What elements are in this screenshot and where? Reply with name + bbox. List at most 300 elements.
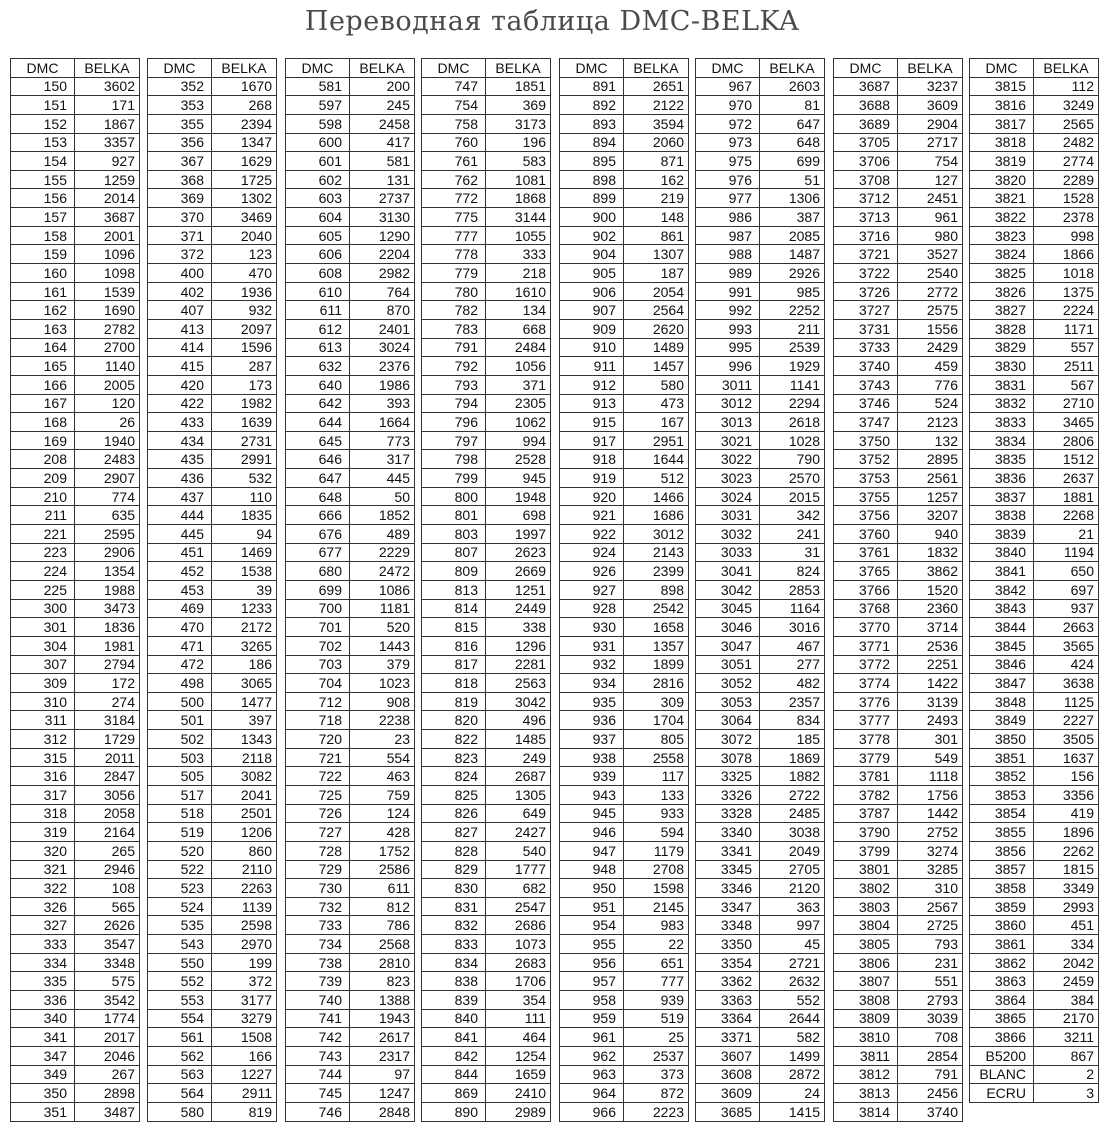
belka-code: 651 bbox=[624, 953, 689, 972]
table-row bbox=[422, 823, 551, 842]
table-row bbox=[696, 1028, 825, 1047]
belka-code: 1659 bbox=[486, 1065, 551, 1084]
table-row bbox=[422, 953, 551, 972]
table-row bbox=[696, 319, 825, 338]
dmc-code: 402 bbox=[148, 282, 212, 301]
dmc-code: 818 bbox=[422, 674, 486, 693]
belka-code: 867 bbox=[1034, 1046, 1099, 1065]
table-row bbox=[696, 730, 825, 749]
dmc-code: 3341 bbox=[696, 841, 760, 860]
table-row bbox=[834, 301, 963, 320]
table-row bbox=[11, 170, 140, 189]
table-row bbox=[696, 1102, 825, 1121]
belka-code: 1227 bbox=[212, 1065, 277, 1084]
belka-code: 3 bbox=[1034, 1084, 1099, 1103]
table-row bbox=[11, 357, 140, 376]
belka-code: 1670 bbox=[212, 77, 277, 96]
dmc-code: 152 bbox=[11, 114, 75, 133]
belka-code: 2427 bbox=[486, 823, 551, 842]
table-row bbox=[286, 1065, 415, 1084]
belka-code: 354 bbox=[486, 991, 551, 1010]
dmc-code: 844 bbox=[422, 1065, 486, 1084]
table-row bbox=[560, 1046, 689, 1065]
table-row bbox=[286, 1009, 415, 1028]
belka-code: 2618 bbox=[760, 413, 825, 432]
dmc-code: 747 bbox=[422, 77, 486, 96]
table-row bbox=[422, 562, 551, 581]
table-row bbox=[970, 357, 1099, 376]
table-row bbox=[696, 264, 825, 283]
table-row bbox=[286, 711, 415, 730]
belka-code: 2485 bbox=[760, 804, 825, 823]
dmc-code: 470 bbox=[148, 618, 212, 637]
belka-code: 171 bbox=[75, 96, 140, 115]
table-row bbox=[696, 208, 825, 227]
table-row bbox=[286, 748, 415, 767]
dmc-code: 988 bbox=[696, 245, 760, 264]
table-row bbox=[560, 319, 689, 338]
table-row bbox=[11, 189, 140, 208]
table-row bbox=[970, 469, 1099, 488]
dmc-code: 3858 bbox=[970, 879, 1034, 898]
dmc-code: 523 bbox=[148, 879, 212, 898]
dmc-code: 367 bbox=[148, 152, 212, 171]
belka-code: 1815 bbox=[1034, 860, 1099, 879]
table-row bbox=[286, 469, 415, 488]
dmc-code: 792 bbox=[422, 357, 486, 376]
belka-code: 123 bbox=[212, 245, 277, 264]
belka-code: 1457 bbox=[624, 357, 689, 376]
table-row bbox=[834, 469, 963, 488]
dmc-code: 704 bbox=[286, 674, 350, 693]
dmc-code: 956 bbox=[560, 953, 624, 972]
belka-code: 2926 bbox=[760, 264, 825, 283]
dmc-code: 807 bbox=[422, 543, 486, 562]
belka-code: 51 bbox=[760, 170, 825, 189]
dmc-code: 3803 bbox=[834, 897, 898, 916]
dmc-code: 3345 bbox=[696, 860, 760, 879]
table-row bbox=[148, 599, 277, 618]
belka-code: 2951 bbox=[624, 431, 689, 450]
table-row bbox=[11, 860, 140, 879]
dmc-code: 154 bbox=[11, 152, 75, 171]
table-row bbox=[970, 413, 1099, 432]
dmc-code: 830 bbox=[422, 879, 486, 898]
belka-code: 1940 bbox=[75, 431, 140, 450]
dmc-code: 762 bbox=[422, 170, 486, 189]
dmc-code: 913 bbox=[560, 394, 624, 413]
belka-code: 1869 bbox=[760, 748, 825, 767]
belka-code: 793 bbox=[898, 935, 963, 954]
header-belka: BELKA bbox=[212, 59, 277, 78]
table-row bbox=[148, 264, 277, 283]
dmc-code: 3350 bbox=[696, 935, 760, 954]
belka-code: 1997 bbox=[486, 525, 551, 544]
belka-code: 2772 bbox=[898, 282, 963, 301]
belka-code: 2376 bbox=[350, 357, 415, 376]
dmc-code: 301 bbox=[11, 618, 75, 637]
belka-code: 1422 bbox=[898, 674, 963, 693]
dmc-code: 400 bbox=[148, 264, 212, 283]
dmc-code: 598 bbox=[286, 114, 350, 133]
dmc-code: 605 bbox=[286, 226, 350, 245]
belka-code: 2042 bbox=[1034, 953, 1099, 972]
belka-code: 2687 bbox=[486, 767, 551, 786]
dmc-code: 986 bbox=[696, 208, 760, 227]
table-row bbox=[560, 245, 689, 264]
dmc-code: 729 bbox=[286, 860, 350, 879]
belka-code: 1139 bbox=[212, 897, 277, 916]
belka-code: 1690 bbox=[75, 301, 140, 320]
belka-code: 1598 bbox=[624, 879, 689, 898]
dmc-code: 372 bbox=[148, 245, 212, 264]
table-row bbox=[11, 226, 140, 245]
dmc-code: 3021 bbox=[696, 431, 760, 450]
belka-code: 1832 bbox=[898, 543, 963, 562]
belka-code: 1851 bbox=[486, 77, 551, 96]
table-row bbox=[560, 469, 689, 488]
table-row bbox=[696, 1046, 825, 1065]
table-row bbox=[560, 1009, 689, 1028]
table-row bbox=[696, 338, 825, 357]
belka-code: 983 bbox=[624, 916, 689, 935]
table-row bbox=[970, 618, 1099, 637]
dmc-code: 3685 bbox=[696, 1102, 760, 1121]
belka-code: 265 bbox=[75, 841, 140, 860]
dmc-code: 760 bbox=[422, 133, 486, 152]
belka-code: 1556 bbox=[898, 319, 963, 338]
belka-code: 1520 bbox=[898, 580, 963, 599]
belka-code: 871 bbox=[624, 152, 689, 171]
dmc-code: 317 bbox=[11, 785, 75, 804]
table-row bbox=[560, 916, 689, 935]
dmc-code: 3747 bbox=[834, 413, 898, 432]
table-row bbox=[834, 580, 963, 599]
belka-code: 419 bbox=[1034, 804, 1099, 823]
dmc-code: 947 bbox=[560, 841, 624, 860]
belka-code: 668 bbox=[486, 319, 551, 338]
dmc-code: 772 bbox=[422, 189, 486, 208]
dmc-code: 350 bbox=[11, 1084, 75, 1103]
table-row bbox=[560, 226, 689, 245]
table-row bbox=[970, 823, 1099, 842]
table-row bbox=[834, 319, 963, 338]
table-row bbox=[560, 692, 689, 711]
dmc-code: 3774 bbox=[834, 674, 898, 693]
header-belka: BELKA bbox=[760, 59, 825, 78]
table-row bbox=[834, 226, 963, 245]
belka-code: 2847 bbox=[75, 767, 140, 786]
dmc-code: 3836 bbox=[970, 469, 1034, 488]
table-row bbox=[970, 674, 1099, 693]
table-row bbox=[286, 189, 415, 208]
belka-code: 1943 bbox=[350, 1009, 415, 1028]
dmc-code: 740 bbox=[286, 991, 350, 1010]
table-row bbox=[560, 785, 689, 804]
belka-code: 1639 bbox=[212, 413, 277, 432]
table-row bbox=[422, 599, 551, 618]
table-row bbox=[286, 357, 415, 376]
table-row bbox=[834, 114, 963, 133]
belka-code: 2537 bbox=[624, 1046, 689, 1065]
belka-code: 2401 bbox=[350, 319, 415, 338]
dmc-code: 927 bbox=[560, 580, 624, 599]
dmc-code: 3770 bbox=[834, 618, 898, 637]
belka-code: 199 bbox=[212, 953, 277, 972]
dmc-code: 3771 bbox=[834, 636, 898, 655]
belka-code: 3473 bbox=[75, 599, 140, 618]
belka-code: 2598 bbox=[212, 916, 277, 935]
table-row bbox=[834, 636, 963, 655]
belka-code: 754 bbox=[898, 152, 963, 171]
dmc-code: 893 bbox=[560, 114, 624, 133]
belka-code: 2223 bbox=[624, 1102, 689, 1121]
dmc-code: 3687 bbox=[834, 77, 898, 96]
table-row bbox=[422, 935, 551, 954]
dmc-code: 3772 bbox=[834, 655, 898, 674]
belka-code: 3285 bbox=[898, 860, 963, 879]
belka-code: 489 bbox=[350, 525, 415, 544]
belka-code: 3602 bbox=[75, 77, 140, 96]
belka-code: 2085 bbox=[760, 226, 825, 245]
belka-code: 2145 bbox=[624, 897, 689, 916]
belka-code: 1251 bbox=[486, 580, 551, 599]
belka-code: 3279 bbox=[212, 1009, 277, 1028]
table-row bbox=[696, 580, 825, 599]
dmc-code: 725 bbox=[286, 785, 350, 804]
dmc-code: 954 bbox=[560, 916, 624, 935]
belka-code: 1499 bbox=[760, 1046, 825, 1065]
dmc-code: 775 bbox=[422, 208, 486, 227]
dmc-code: 3838 bbox=[970, 506, 1034, 525]
belka-code: 776 bbox=[898, 375, 963, 394]
belka-code: 2722 bbox=[760, 785, 825, 804]
table-row bbox=[696, 1084, 825, 1103]
belka-code: 2458 bbox=[350, 114, 415, 133]
belka-code: 1658 bbox=[624, 618, 689, 637]
belka-code: 26 bbox=[75, 413, 140, 432]
belka-code: 1982 bbox=[212, 394, 277, 413]
dmc-code: 3756 bbox=[834, 506, 898, 525]
dmc-code: 436 bbox=[148, 469, 212, 488]
belka-code: 97 bbox=[350, 1065, 415, 1084]
belka-code: 1986 bbox=[350, 375, 415, 394]
table-row bbox=[11, 785, 140, 804]
dmc-code: 826 bbox=[422, 804, 486, 823]
dmc-code: 646 bbox=[286, 450, 350, 469]
table-row bbox=[11, 282, 140, 301]
table-row bbox=[560, 674, 689, 693]
table-row bbox=[286, 916, 415, 935]
dmc-code: 3850 bbox=[970, 730, 1034, 749]
dmc-code: 318 bbox=[11, 804, 75, 823]
dmc-code: 452 bbox=[148, 562, 212, 581]
belka-code: 2123 bbox=[898, 413, 963, 432]
belka-code: 249 bbox=[486, 748, 551, 767]
dmc-code: 3835 bbox=[970, 450, 1034, 469]
table-row bbox=[11, 823, 140, 842]
table-row bbox=[970, 972, 1099, 991]
belka-code: 2632 bbox=[760, 972, 825, 991]
table-row bbox=[834, 133, 963, 152]
belka-code: 697 bbox=[1034, 580, 1099, 599]
belka-code: 3862 bbox=[898, 562, 963, 581]
table-row bbox=[696, 599, 825, 618]
table-row bbox=[11, 562, 140, 581]
belka-code: 185 bbox=[760, 730, 825, 749]
belka-code: 823 bbox=[350, 972, 415, 991]
belka-code: 1469 bbox=[212, 543, 277, 562]
table-row bbox=[696, 96, 825, 115]
table-row bbox=[560, 991, 689, 1010]
dmc-code: 3823 bbox=[970, 226, 1034, 245]
table-row bbox=[834, 1102, 963, 1121]
belka-code: 369 bbox=[486, 96, 551, 115]
belka-code: 2399 bbox=[624, 562, 689, 581]
table-row bbox=[560, 431, 689, 450]
dmc-code: 3346 bbox=[696, 879, 760, 898]
dmc-code: 992 bbox=[696, 301, 760, 320]
dmc-code: 3364 bbox=[696, 1009, 760, 1028]
table-row bbox=[11, 525, 140, 544]
belka-code: 379 bbox=[350, 655, 415, 674]
table-row bbox=[148, 525, 277, 544]
header-dmc: DMC bbox=[422, 59, 486, 78]
belka-code: 773 bbox=[350, 431, 415, 450]
conversion-table bbox=[833, 58, 963, 1122]
dmc-code: 319 bbox=[11, 823, 75, 842]
table-row bbox=[422, 450, 551, 469]
dmc-code: 3755 bbox=[834, 487, 898, 506]
table-row bbox=[560, 618, 689, 637]
dmc-code: 163 bbox=[11, 319, 75, 338]
dmc-code: 817 bbox=[422, 655, 486, 674]
table-row bbox=[11, 506, 140, 525]
belka-code: 23 bbox=[350, 730, 415, 749]
dmc-code: 347 bbox=[11, 1046, 75, 1065]
belka-code: 2017 bbox=[75, 1028, 140, 1047]
belka-code: 994 bbox=[486, 431, 551, 450]
table-row bbox=[560, 860, 689, 879]
belka-code: 937 bbox=[1034, 599, 1099, 618]
belka-code: 3249 bbox=[1034, 96, 1099, 115]
dmc-code: 676 bbox=[286, 525, 350, 544]
table-row bbox=[696, 375, 825, 394]
dmc-code: 722 bbox=[286, 767, 350, 786]
belka-code: 774 bbox=[75, 487, 140, 506]
belka-code: 2782 bbox=[75, 319, 140, 338]
dmc-code: 987 bbox=[696, 226, 760, 245]
table-row bbox=[148, 991, 277, 1010]
dmc-code: 503 bbox=[148, 748, 212, 767]
table-row bbox=[696, 170, 825, 189]
belka-code: 940 bbox=[898, 525, 963, 544]
dmc-code: 922 bbox=[560, 525, 624, 544]
belka-code: 872 bbox=[624, 1084, 689, 1103]
dmc-code: 223 bbox=[11, 543, 75, 562]
table-row bbox=[970, 636, 1099, 655]
dmc-code: 963 bbox=[560, 1065, 624, 1084]
table-row bbox=[560, 897, 689, 916]
belka-code: 3505 bbox=[1034, 730, 1099, 749]
belka-code: 2644 bbox=[760, 1009, 825, 1028]
table-row bbox=[148, 580, 277, 599]
belka-code: 2501 bbox=[212, 804, 277, 823]
dmc-code: 642 bbox=[286, 394, 350, 413]
dmc-code: 3831 bbox=[970, 375, 1034, 394]
dmc-code: 803 bbox=[422, 525, 486, 544]
dmc-code: 3828 bbox=[970, 319, 1034, 338]
belka-code: 2294 bbox=[760, 394, 825, 413]
belka-code: 2268 bbox=[1034, 506, 1099, 525]
dmc-code: 472 bbox=[148, 655, 212, 674]
belka-code: 120 bbox=[75, 394, 140, 413]
dmc-code: 3856 bbox=[970, 841, 1034, 860]
dmc-code: 3827 bbox=[970, 301, 1034, 320]
dmc-code: 407 bbox=[148, 301, 212, 320]
belka-code: 1442 bbox=[898, 804, 963, 823]
table-row bbox=[286, 562, 415, 581]
table-row bbox=[148, 450, 277, 469]
table-row bbox=[11, 767, 140, 786]
table-row bbox=[286, 208, 415, 227]
table-row bbox=[422, 785, 551, 804]
belka-code: 2586 bbox=[350, 860, 415, 879]
dmc-code: 3047 bbox=[696, 636, 760, 655]
belka-code: 3065 bbox=[212, 674, 277, 693]
dmc-code: 3705 bbox=[834, 133, 898, 152]
belka-code: 22 bbox=[624, 935, 689, 954]
dmc-code: 721 bbox=[286, 748, 350, 767]
table-row bbox=[696, 1065, 825, 1084]
dmc-code: 211 bbox=[11, 506, 75, 525]
table-row bbox=[560, 394, 689, 413]
belka-code: 2617 bbox=[350, 1028, 415, 1047]
belka-code: 1073 bbox=[486, 935, 551, 954]
belka-code: 2563 bbox=[486, 674, 551, 693]
dmc-code: 777 bbox=[422, 226, 486, 245]
dmc-code: 162 bbox=[11, 301, 75, 320]
table-row bbox=[970, 264, 1099, 283]
dmc-code: 3024 bbox=[696, 487, 760, 506]
dmc-code: 3848 bbox=[970, 692, 1034, 711]
belka-code: 384 bbox=[1034, 991, 1099, 1010]
table-row bbox=[834, 692, 963, 711]
dmc-code: 167 bbox=[11, 394, 75, 413]
table-row bbox=[834, 879, 963, 898]
table-row bbox=[970, 1028, 1099, 1047]
dmc-code: 898 bbox=[560, 170, 624, 189]
dmc-code: 3045 bbox=[696, 599, 760, 618]
belka-code: 1706 bbox=[486, 972, 551, 991]
table-row bbox=[834, 674, 963, 693]
table-row bbox=[970, 450, 1099, 469]
belka-code: 1306 bbox=[760, 189, 825, 208]
dmc-code: 433 bbox=[148, 413, 212, 432]
dmc-code: 3760 bbox=[834, 525, 898, 544]
dmc-code: 3861 bbox=[970, 935, 1034, 954]
table-row bbox=[834, 525, 963, 544]
dmc-code: 451 bbox=[148, 543, 212, 562]
table-row bbox=[696, 226, 825, 245]
belka-code: 2946 bbox=[75, 860, 140, 879]
dmc-code: 519 bbox=[148, 823, 212, 842]
dmc-code: 950 bbox=[560, 879, 624, 898]
dmc-code: 730 bbox=[286, 879, 350, 898]
table-row bbox=[148, 375, 277, 394]
dmc-code: 334 bbox=[11, 953, 75, 972]
dmc-code: 3817 bbox=[970, 114, 1034, 133]
